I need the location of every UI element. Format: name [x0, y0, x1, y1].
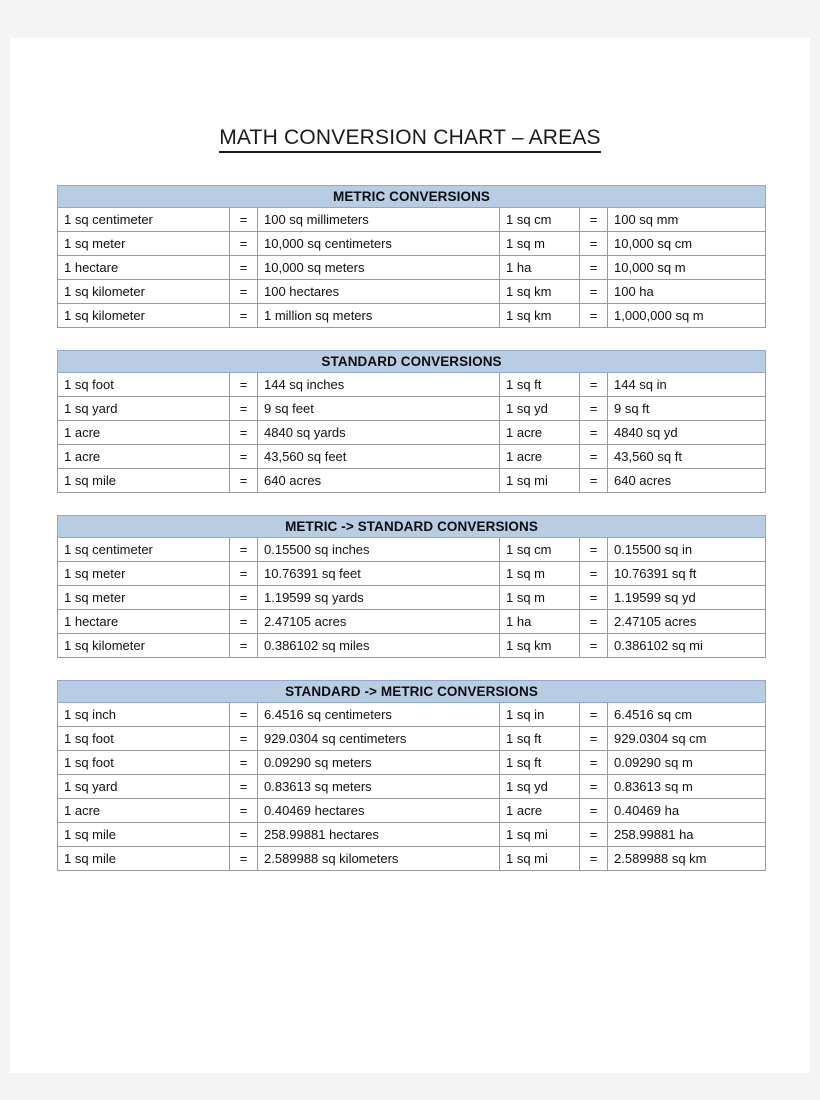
cell-to-short: 929.0304 sq cm — [608, 727, 766, 751]
document-page — [10, 38, 810, 1073]
cell-from-short: 1 sq km — [500, 634, 580, 658]
cell-equals: = — [580, 775, 608, 799]
cell-equals: = — [230, 562, 258, 586]
table-row — [58, 208, 766, 232]
cell-from-short: 1 sq km — [500, 304, 580, 328]
cell-from-long: 1 sq mile — [58, 847, 230, 871]
cell-to-long: 0.40469 hectares — [258, 799, 500, 823]
cell-equals: = — [230, 823, 258, 847]
cell-to-short: 100 sq mm — [608, 208, 766, 232]
cell-to-short: 10,000 sq m — [608, 256, 766, 280]
table-row — [58, 373, 766, 397]
table-row — [58, 397, 766, 421]
cell-equals: = — [230, 703, 258, 727]
cell-from-short: 1 sq m — [500, 562, 580, 586]
table-header-title: METRIC -> STANDARD CONVERSIONS — [58, 516, 766, 538]
cell-to-long: 258.99881 hectares — [258, 823, 500, 847]
cell-to-short: 144 sq in — [608, 373, 766, 397]
table-row — [58, 562, 766, 586]
cell-from-long: 1 sq foot — [58, 727, 230, 751]
cell-equals: = — [230, 421, 258, 445]
cell-equals: = — [580, 799, 608, 823]
cell-to-long: 144 sq inches — [258, 373, 500, 397]
table-row — [58, 586, 766, 610]
cell-equals: = — [580, 610, 608, 634]
cell-equals: = — [580, 634, 608, 658]
cell-equals: = — [230, 799, 258, 823]
cell-from-long: 1 sq inch — [58, 703, 230, 727]
table-row — [58, 775, 766, 799]
cell-equals: = — [580, 538, 608, 562]
cell-to-long: 1.19599 sq yards — [258, 586, 500, 610]
cell-from-long: 1 sq mile — [58, 823, 230, 847]
cell-to-short: 640 acres — [608, 469, 766, 493]
table-row — [58, 634, 766, 658]
page-title — [10, 126, 810, 150]
cell-from-short: 1 sq yd — [500, 397, 580, 421]
cell-to-long: 640 acres — [258, 469, 500, 493]
cell-from-long: 1 sq meter — [58, 232, 230, 256]
cell-from-short: 1 sq mi — [500, 469, 580, 493]
cell-to-short: 0.83613 sq m — [608, 775, 766, 799]
cell-equals: = — [580, 823, 608, 847]
cell-from-long: 1 acre — [58, 421, 230, 445]
cell-to-long: 10,000 sq meters — [258, 256, 500, 280]
table-header-row — [58, 681, 766, 703]
cell-equals: = — [580, 256, 608, 280]
cell-equals: = — [580, 586, 608, 610]
cell-from-long: 1 hectare — [58, 610, 230, 634]
cell-from-short: 1 sq ft — [500, 727, 580, 751]
cell-from-short: 1 ha — [500, 610, 580, 634]
cell-to-short: 2.47105 acres — [608, 610, 766, 634]
table-header-title: METRIC CONVERSIONS — [58, 186, 766, 208]
cell-equals: = — [580, 562, 608, 586]
table-header-row — [58, 186, 766, 208]
cell-from-short: 1 ha — [500, 256, 580, 280]
cell-from-short: 1 sq ft — [500, 751, 580, 775]
cell-equals: = — [580, 445, 608, 469]
cell-from-short: 1 sq cm — [500, 538, 580, 562]
cell-to-long: 9 sq feet — [258, 397, 500, 421]
table-row — [58, 847, 766, 871]
cell-equals: = — [580, 469, 608, 493]
table-header-title: STANDARD CONVERSIONS — [58, 351, 766, 373]
cell-from-short: 1 sq in — [500, 703, 580, 727]
cell-equals: = — [580, 208, 608, 232]
cell-from-long: 1 sq meter — [58, 586, 230, 610]
cell-from-long: 1 sq centimeter — [58, 538, 230, 562]
cell-to-long: 0.386102 sq miles — [258, 634, 500, 658]
cell-to-short: 43,560 sq ft — [608, 445, 766, 469]
conversion-table — [57, 350, 766, 493]
table-header-row — [58, 351, 766, 373]
cell-to-long: 43,560 sq feet — [258, 445, 500, 469]
cell-to-short: 10,000 sq cm — [608, 232, 766, 256]
cell-equals: = — [580, 421, 608, 445]
cell-equals: = — [580, 703, 608, 727]
cell-equals: = — [580, 373, 608, 397]
table-row — [58, 751, 766, 775]
cell-to-short: 1.19599 sq yd — [608, 586, 766, 610]
cell-to-short: 258.99881 ha — [608, 823, 766, 847]
cell-equals: = — [580, 304, 608, 328]
cell-from-short: 1 sq cm — [500, 208, 580, 232]
table-row — [58, 799, 766, 823]
cell-from-short: 1 acre — [500, 421, 580, 445]
cell-to-long: 929.0304 sq centimeters — [258, 727, 500, 751]
cell-from-short: 1 sq ft — [500, 373, 580, 397]
cell-equals: = — [230, 847, 258, 871]
cell-from-long: 1 sq yard — [58, 397, 230, 421]
cell-equals: = — [580, 280, 608, 304]
cell-to-short: 0.09290 sq m — [608, 751, 766, 775]
cell-from-long: 1 sq centimeter — [58, 208, 230, 232]
table-row — [58, 256, 766, 280]
cell-from-short: 1 sq yd — [500, 775, 580, 799]
cell-equals: = — [230, 373, 258, 397]
cell-to-long: 10.76391 sq feet — [258, 562, 500, 586]
cell-equals: = — [230, 445, 258, 469]
cell-from-short: 1 acre — [500, 445, 580, 469]
cell-from-short: 1 acre — [500, 799, 580, 823]
cell-from-long: 1 sq kilometer — [58, 634, 230, 658]
cell-to-long: 2.589988 sq kilometers — [258, 847, 500, 871]
table-row — [58, 538, 766, 562]
cell-to-long: 4840 sq yards — [258, 421, 500, 445]
cell-from-long: 1 acre — [58, 799, 230, 823]
conversion-table — [57, 680, 766, 871]
cell-to-long: 10,000 sq centimeters — [258, 232, 500, 256]
cell-to-long: 1 million sq meters — [258, 304, 500, 328]
cell-from-short: 1 sq m — [500, 586, 580, 610]
cell-equals: = — [230, 775, 258, 799]
cell-equals: = — [230, 469, 258, 493]
conversion-table — [57, 185, 766, 328]
table-row — [58, 469, 766, 493]
cell-to-short: 6.4516 sq cm — [608, 703, 766, 727]
cell-from-long: 1 sq kilometer — [58, 280, 230, 304]
cell-equals: = — [230, 727, 258, 751]
cell-to-long: 0.09290 sq meters — [258, 751, 500, 775]
cell-to-long: 100 sq millimeters — [258, 208, 500, 232]
cell-to-short: 10.76391 sq ft — [608, 562, 766, 586]
cell-to-short: 1,000,000 sq m — [608, 304, 766, 328]
cell-equals: = — [230, 232, 258, 256]
cell-to-long: 6.4516 sq centimeters — [258, 703, 500, 727]
cell-from-short: 1 sq mi — [500, 823, 580, 847]
cell-from-long: 1 sq kilometer — [58, 304, 230, 328]
table-row — [58, 445, 766, 469]
cell-equals: = — [230, 751, 258, 775]
cell-from-short: 1 sq mi — [500, 847, 580, 871]
cell-to-short: 0.40469 ha — [608, 799, 766, 823]
cell-equals: = — [230, 304, 258, 328]
cell-equals: = — [580, 751, 608, 775]
cell-to-long: 0.83613 sq meters — [258, 775, 500, 799]
cell-to-long: 0.15500 sq inches — [258, 538, 500, 562]
table-header-row — [58, 516, 766, 538]
cell-from-long: 1 hectare — [58, 256, 230, 280]
conversion-table — [57, 515, 766, 658]
cell-to-short: 4840 sq yd — [608, 421, 766, 445]
cell-equals: = — [580, 847, 608, 871]
cell-from-short: 1 sq m — [500, 232, 580, 256]
cell-equals: = — [230, 397, 258, 421]
cell-equals: = — [230, 208, 258, 232]
cell-equals: = — [580, 727, 608, 751]
cell-from-short: 1 sq km — [500, 280, 580, 304]
table-row — [58, 727, 766, 751]
conversion-tables-container — [57, 185, 765, 893]
table-row — [58, 610, 766, 634]
cell-from-long: 1 sq foot — [58, 751, 230, 775]
table-row — [58, 823, 766, 847]
cell-equals: = — [230, 634, 258, 658]
cell-equals: = — [230, 256, 258, 280]
cell-from-long: 1 sq foot — [58, 373, 230, 397]
cell-to-long: 100 hectares — [258, 280, 500, 304]
cell-to-short: 9 sq ft — [608, 397, 766, 421]
cell-to-short: 2.589988 sq km — [608, 847, 766, 871]
cell-equals: = — [230, 280, 258, 304]
table-row — [58, 280, 766, 304]
cell-to-short: 0.15500 sq in — [608, 538, 766, 562]
cell-to-short: 100 ha — [608, 280, 766, 304]
cell-equals: = — [230, 610, 258, 634]
cell-from-long: 1 sq yard — [58, 775, 230, 799]
cell-equals: = — [230, 586, 258, 610]
cell-equals: = — [230, 538, 258, 562]
table-row — [58, 304, 766, 328]
cell-to-short: 0.386102 sq mi — [608, 634, 766, 658]
cell-from-long: 1 sq meter — [58, 562, 230, 586]
table-row — [58, 421, 766, 445]
cell-from-long: 1 acre — [58, 445, 230, 469]
table-row — [58, 703, 766, 727]
cell-equals: = — [580, 232, 608, 256]
cell-equals: = — [580, 397, 608, 421]
cell-to-long: 2.47105 acres — [258, 610, 500, 634]
table-row — [58, 232, 766, 256]
cell-from-long: 1 sq mile — [58, 469, 230, 493]
table-header-title: STANDARD -> METRIC CONVERSIONS — [58, 681, 766, 703]
page-title-text: MATH CONVERSION CHART – AREAS — [219, 126, 601, 153]
